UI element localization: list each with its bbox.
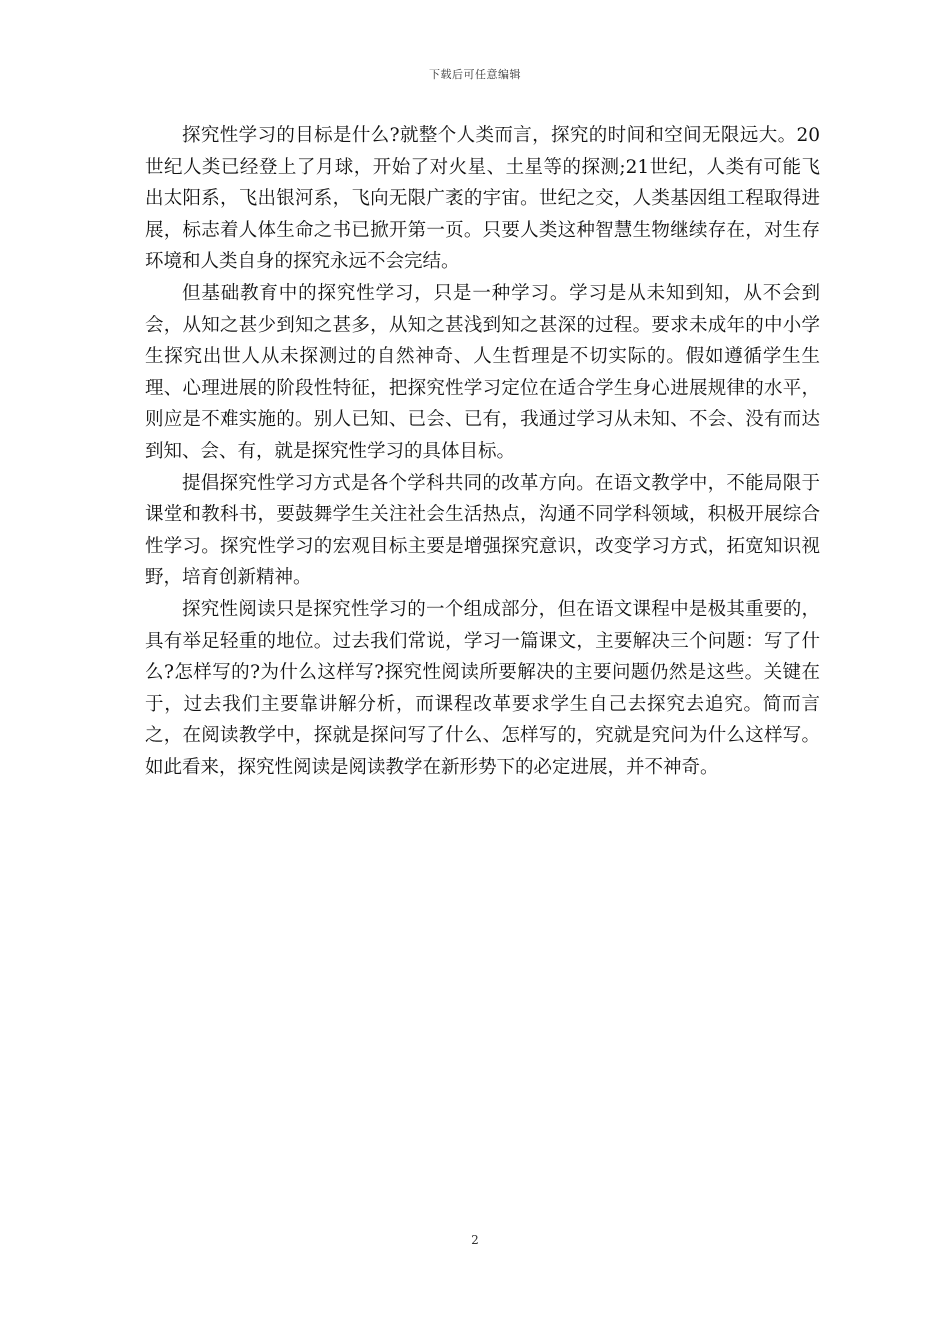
paragraph-2: 但基础教育中的探究性学习，只是一种学习。学习是从未知到知，从不会到会，从知之甚少到知之甚多，从知之甚浅到知之甚深的过程。要求未成年的中小学生探究出世人从未探测过的自然神奇、人生哲理是不切实际的。假如遵循学生生理、心理进展的阶段性特征，把探究性学习定位在适合学生身心进展规律的水平，则应是不难实施的。别人已知、已会、已有，我通过学习从未知、不会、没有而达到知、会、有，就是探究性学习的具体目标。 — [145, 282, 820, 462]
paragraph-3: 提倡探究性学习方式是各个学科共同的改革方向。在语文教学中，不能局限于课堂和教科书，要鼓舞学生关注社会生活热点，沟通不同学科领域，积极开展综合性学习。探究性学习的宏观目标主要是增强探究意识，改变学习方式，拓宽知识视野，培育创新精神。 — [145, 472, 820, 589]
document-body — [145, 120, 820, 783]
page-header: 下载后可任意编辑 — [429, 68, 521, 81]
paragraph-4: 探究性阅读只是探究性学习的一个组成部分，但在语文课程中是极其重要的，具有举足轻重的地位。过去我们常说，学习一篇课文，主要解决三个问题：写了什么?怎样写的?为什么这样写?探究性阅读所要解决的主要问题仍然是这些。关键在于，过去我们主要靠讲解分析，而课程改革要求学生自己去探究去追究。简而言之，在阅读教学中，探就是探问写了什么、怎样写的，究就是究问为什么这样写。如此看来，探究性阅读是阅读教学在新形势下的必定进展，并不神奇。 — [145, 598, 820, 778]
paragraph-1: 探究性学习的目标是什么?就整个人类而言，探究的时间和空间无限远大。20世纪人类已经登上了月球，开始了对火星、土星等的探测;21世纪，人类有可能飞出太阳系，飞出银河系，飞向无限广袤的宇宙。世纪之交，人类基因组工程取得进展，标志着人体生命之书已掀开第一页。只要人类这种智慧生物继续存在，对生存环境和人类自身的探究永远不会完结。 — [145, 125, 820, 273]
page-number: 2 — [471, 1233, 479, 1247]
